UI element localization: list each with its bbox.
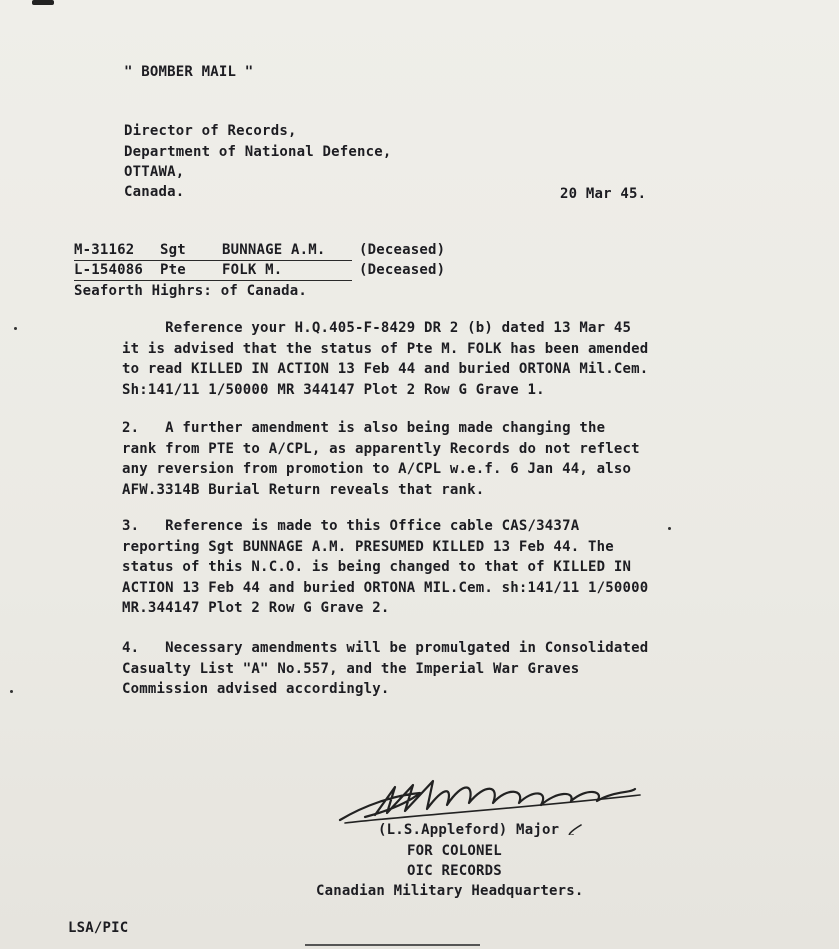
paragraph-line: 4. Necessary amendments will be promulgated in Consolidated xyxy=(122,640,649,656)
paragraph-2 xyxy=(122,418,640,500)
soldier-name: BUNNAGE A.M. xyxy=(222,242,326,258)
paragraph-line: to read KILLED IN ACTION 13 Feb 44 and buried ORTONA Mil.Cem. xyxy=(122,361,649,377)
paragraph-line: 2. A further amendment is also being made changing the xyxy=(122,420,606,436)
paragraph-1 xyxy=(122,318,648,400)
deceased-status: (Deceased) xyxy=(359,242,446,258)
footer-divider xyxy=(305,944,480,946)
unit-name: Seaforth Highrs: of Canada. xyxy=(74,283,307,299)
recipient-line: Department of National Defence, xyxy=(124,144,392,160)
rank: Pte xyxy=(160,262,186,278)
recipient-line: Canada. xyxy=(124,184,185,200)
recipient-line: Director of Records, xyxy=(124,123,297,139)
paragraph-line: AFW.3314B Burial Return reveals that rank. xyxy=(122,481,485,498)
paragraph-line: 3. Reference is made to this Office cable CAS/3437A xyxy=(122,518,580,534)
reference-initials: LSA/PIC xyxy=(68,920,129,936)
scan-speck xyxy=(14,327,17,330)
paragraph-line: Commission advised accordingly. xyxy=(122,681,390,697)
paragraph-line: Casualty List "A" No.557, and the Imperial War Graves xyxy=(122,660,580,677)
service-number: L-154086 xyxy=(74,262,144,278)
paragraph-line: any reversion from promotion to A/CPL w.e.f. 6 Jan 44, also xyxy=(122,461,632,477)
signer-for: FOR COLONEL xyxy=(407,843,502,859)
scan-speck xyxy=(668,527,671,530)
paragraph-line: ACTION 13 Feb 44 and buried ORTONA MIL.Cem. sh:141/11 1/50000 xyxy=(122,579,649,596)
paragraph-line: Reference your H.Q.405-F-8429 DR 2 (b) dated 13 Mar 45 xyxy=(122,320,632,336)
paragraph-line: status of this N.C.O. is being changed to that of KILLED IN xyxy=(122,559,632,575)
soldier-name: FOLK M. xyxy=(222,262,283,278)
rank: Sgt xyxy=(160,242,186,258)
recipient-line: OTTAWA, xyxy=(124,164,185,180)
scan-mark xyxy=(32,0,54,5)
paragraph-4 xyxy=(122,638,648,700)
paragraph-line: Sh:141/11 1/50000 MR 344147 Plot 2 Row G Grave 1. xyxy=(122,381,545,398)
deceased-status: (Deceased) xyxy=(359,262,446,278)
scan-speck xyxy=(10,690,13,693)
letter-heading: " BOMBER MAIL " xyxy=(124,64,254,80)
signer-office: OIC RECORDS xyxy=(407,863,502,879)
paragraph-3 xyxy=(122,516,648,619)
paragraph-line: reporting Sgt BUNNAGE A.M. PRESUMED KILLED 13 Feb 44. The xyxy=(122,538,614,555)
service-number: M-31162 xyxy=(74,242,135,258)
signer-name: (L.S.Appleford) Major xyxy=(378,822,560,838)
paragraph-line: rank from PTE to A/CPL, as apparently Records do not reflect xyxy=(122,440,640,457)
signer-headquarters: Canadian Military Headquarters. xyxy=(316,883,584,899)
paragraph-line: MR.344147 Plot 2 Row G Grave 2. xyxy=(122,600,390,616)
letter-date: 20 Mar 45. xyxy=(560,186,647,202)
subject-underline xyxy=(74,260,352,261)
paragraph-line: it is advised that the status of Pte M. FOLK has been amended xyxy=(122,340,649,357)
